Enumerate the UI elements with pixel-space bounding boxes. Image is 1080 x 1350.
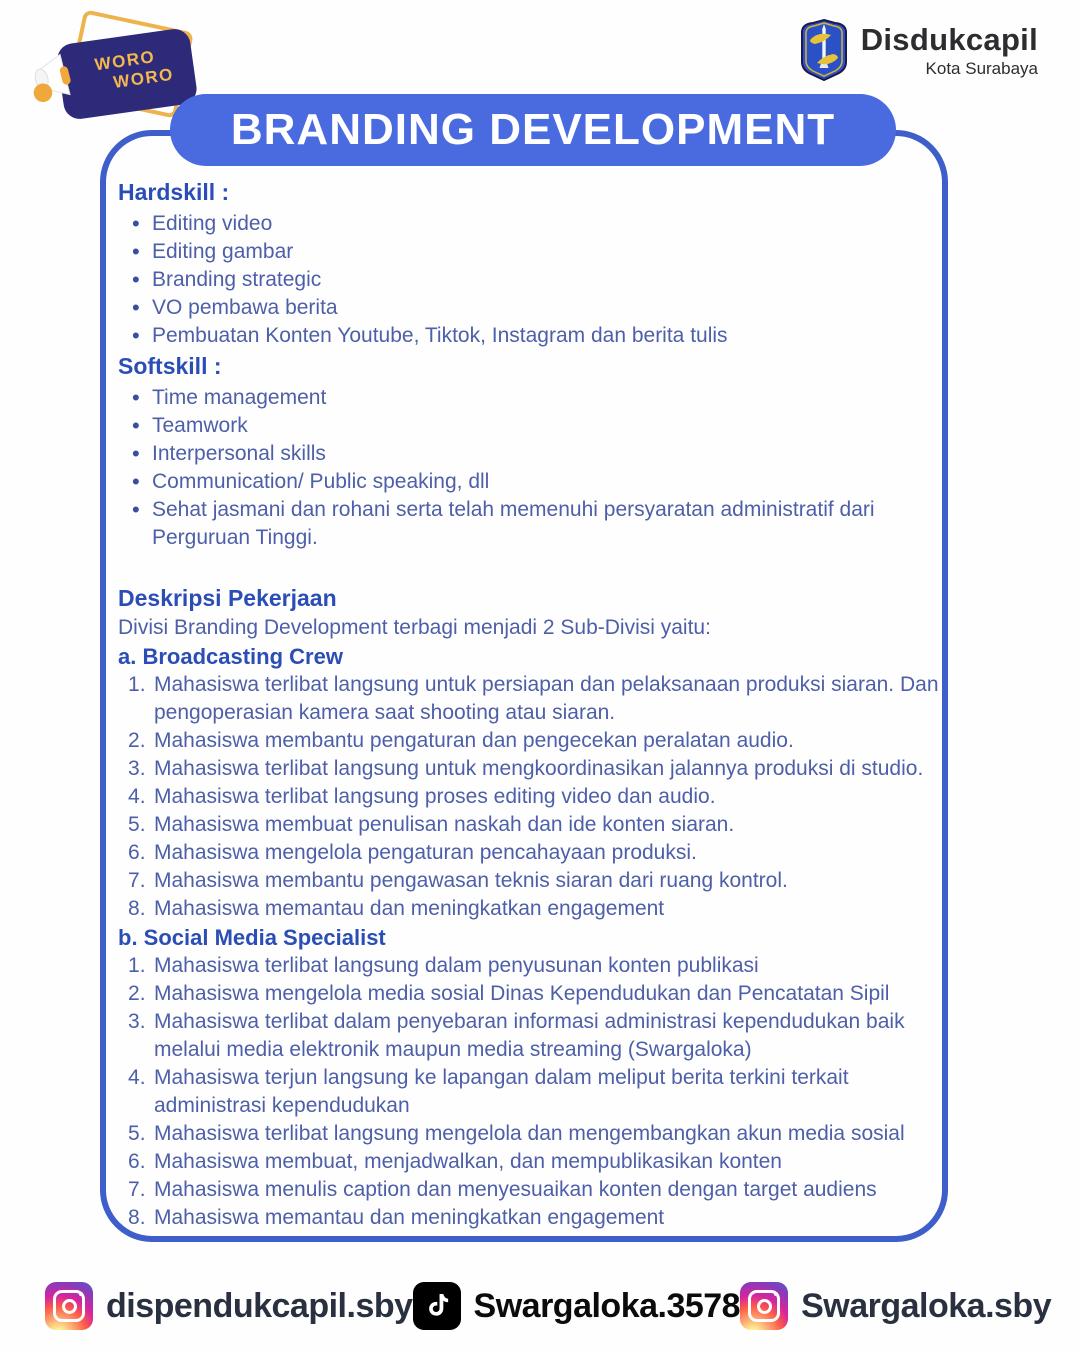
social-instagram-dispendukcapil[interactable] (45, 1282, 413, 1330)
list-item: Mahasiswa terlibat langsung proses editing video dan audio. (154, 785, 716, 808)
list-item: Mahasiswa mengelola pengaturan pencahayaan produksi. (154, 841, 697, 864)
list-item: Mahasiswa memantau dan meningkatkan engagement (154, 897, 665, 920)
title-banner (170, 94, 896, 166)
list-item: Mahasiswa mengelola media sosial Dinas Kependudukan dan Pencatatan Sipil (154, 982, 890, 1005)
job-heading: Deskripsi Pekerjaan (118, 585, 337, 611)
list-item: Mahasiswa membantu pengaturan dan pengecekan peralatan audio. (154, 729, 794, 752)
list-item: Mahasiswa membuat penulisan naskah dan ide konten siaran. (154, 813, 735, 836)
softskill-list (118, 384, 940, 552)
list-item: Mahasiswa terlibat langsung untuk persiapan dan pelaksanaan produksi siaran. Dan pengoperasian kamera saat shooting atau siaran. (154, 673, 939, 724)
page-title: BRANDING DEVELOPMENT (230, 105, 836, 154)
list-item: Mahasiswa terlibat langsung mengelola dan mengembangkan akun media sosial (154, 1122, 905, 1145)
list-item: Mahasiswa terlibat langsung untuk mengkoordinasikan jalannya produksi di studio. (154, 757, 924, 780)
hardskill-heading: Hardskill : (118, 179, 230, 205)
social-instagram-swargaloka[interactable] (740, 1282, 1051, 1330)
social-handle: Swargaloka.sby (801, 1286, 1052, 1325)
list-item: Mahasiswa membantu pengawasan teknis siaran dari ruang kontrol. (154, 869, 788, 892)
tiktok-icon (413, 1282, 461, 1330)
softskill-heading: Softskill : (118, 353, 222, 379)
list-item: • Teamwork (118, 412, 940, 440)
subsection-a-label: a. Broadcasting Crew (118, 644, 343, 669)
woro-line1: WORO (93, 47, 157, 75)
list-item: Mahasiswa terlibat langsung dalam penyusunan konten publikasi (154, 954, 759, 977)
social-media-specialist-list (118, 952, 940, 1232)
instagram-icon (45, 1282, 93, 1330)
social-handle: Swargaloka.3578 (473, 1286, 741, 1325)
social-media-footer (45, 1280, 1052, 1332)
list-item: • Time management (118, 384, 940, 412)
hardskill-list (118, 210, 940, 350)
list-item: • Editing video (118, 210, 940, 238)
social-handle: dispendukcapil.sby (106, 1286, 413, 1325)
job-description-section (118, 582, 940, 1232)
subsection-b-label: b. Social Media Specialist (118, 925, 386, 950)
list-item: • Pembuatan Konten Youtube, Tiktok, Instagram dan berita tulis (118, 322, 940, 350)
list-item: • Editing gambar (118, 238, 940, 266)
surabaya-emblem-icon (797, 18, 851, 82)
list-item: • Branding strategic (118, 266, 940, 294)
instagram-icon (740, 1282, 788, 1330)
brand-text (861, 22, 1038, 79)
list-item: Mahasiswa membuat, menjadwalkan, dan mempublikasikan konten (154, 1150, 782, 1173)
woro-line2: WORO (112, 64, 176, 92)
megaphone-icon (30, 42, 96, 108)
list-item: • Sehat jasmani dan rohani serta telah memenuhi persyaratan administratif dari Perguruan Tinggi. (118, 496, 940, 552)
list-item: Mahasiswa terjun langsung ke lapangan dalam meliput berita terkini terkait administrasi kependudukan (154, 1066, 849, 1117)
list-item: • VO pembawa berita (118, 294, 940, 322)
job-intro: Divisi Branding Development terbagi menjadi 2 Sub-Divisi yaitu: (118, 616, 711, 639)
broadcasting-crew-list (118, 671, 940, 923)
brand-subtitle: Kota Surabaya (925, 58, 1038, 78)
list-item: • Communication/ Public speaking, dll (118, 468, 940, 496)
list-item: Mahasiswa memantau dan meningkatkan engagement (154, 1206, 665, 1229)
disdukcapil-brand (797, 18, 1038, 82)
card-content (118, 176, 940, 1232)
list-item: Mahasiswa terlibat dalam penyebaran informasi administrasi kependudukan baik melalui media elektronik maupun media streaming (Swargaloka) (154, 1010, 905, 1061)
social-tiktok-swargaloka[interactable] (413, 1282, 741, 1330)
list-item: Mahasiswa menulis caption dan menyesuaikan konten dengan target audiens (154, 1178, 877, 1201)
list-item: • Interpersonal skills (118, 440, 940, 468)
brand-name: Disdukcapil (860, 21, 1038, 57)
